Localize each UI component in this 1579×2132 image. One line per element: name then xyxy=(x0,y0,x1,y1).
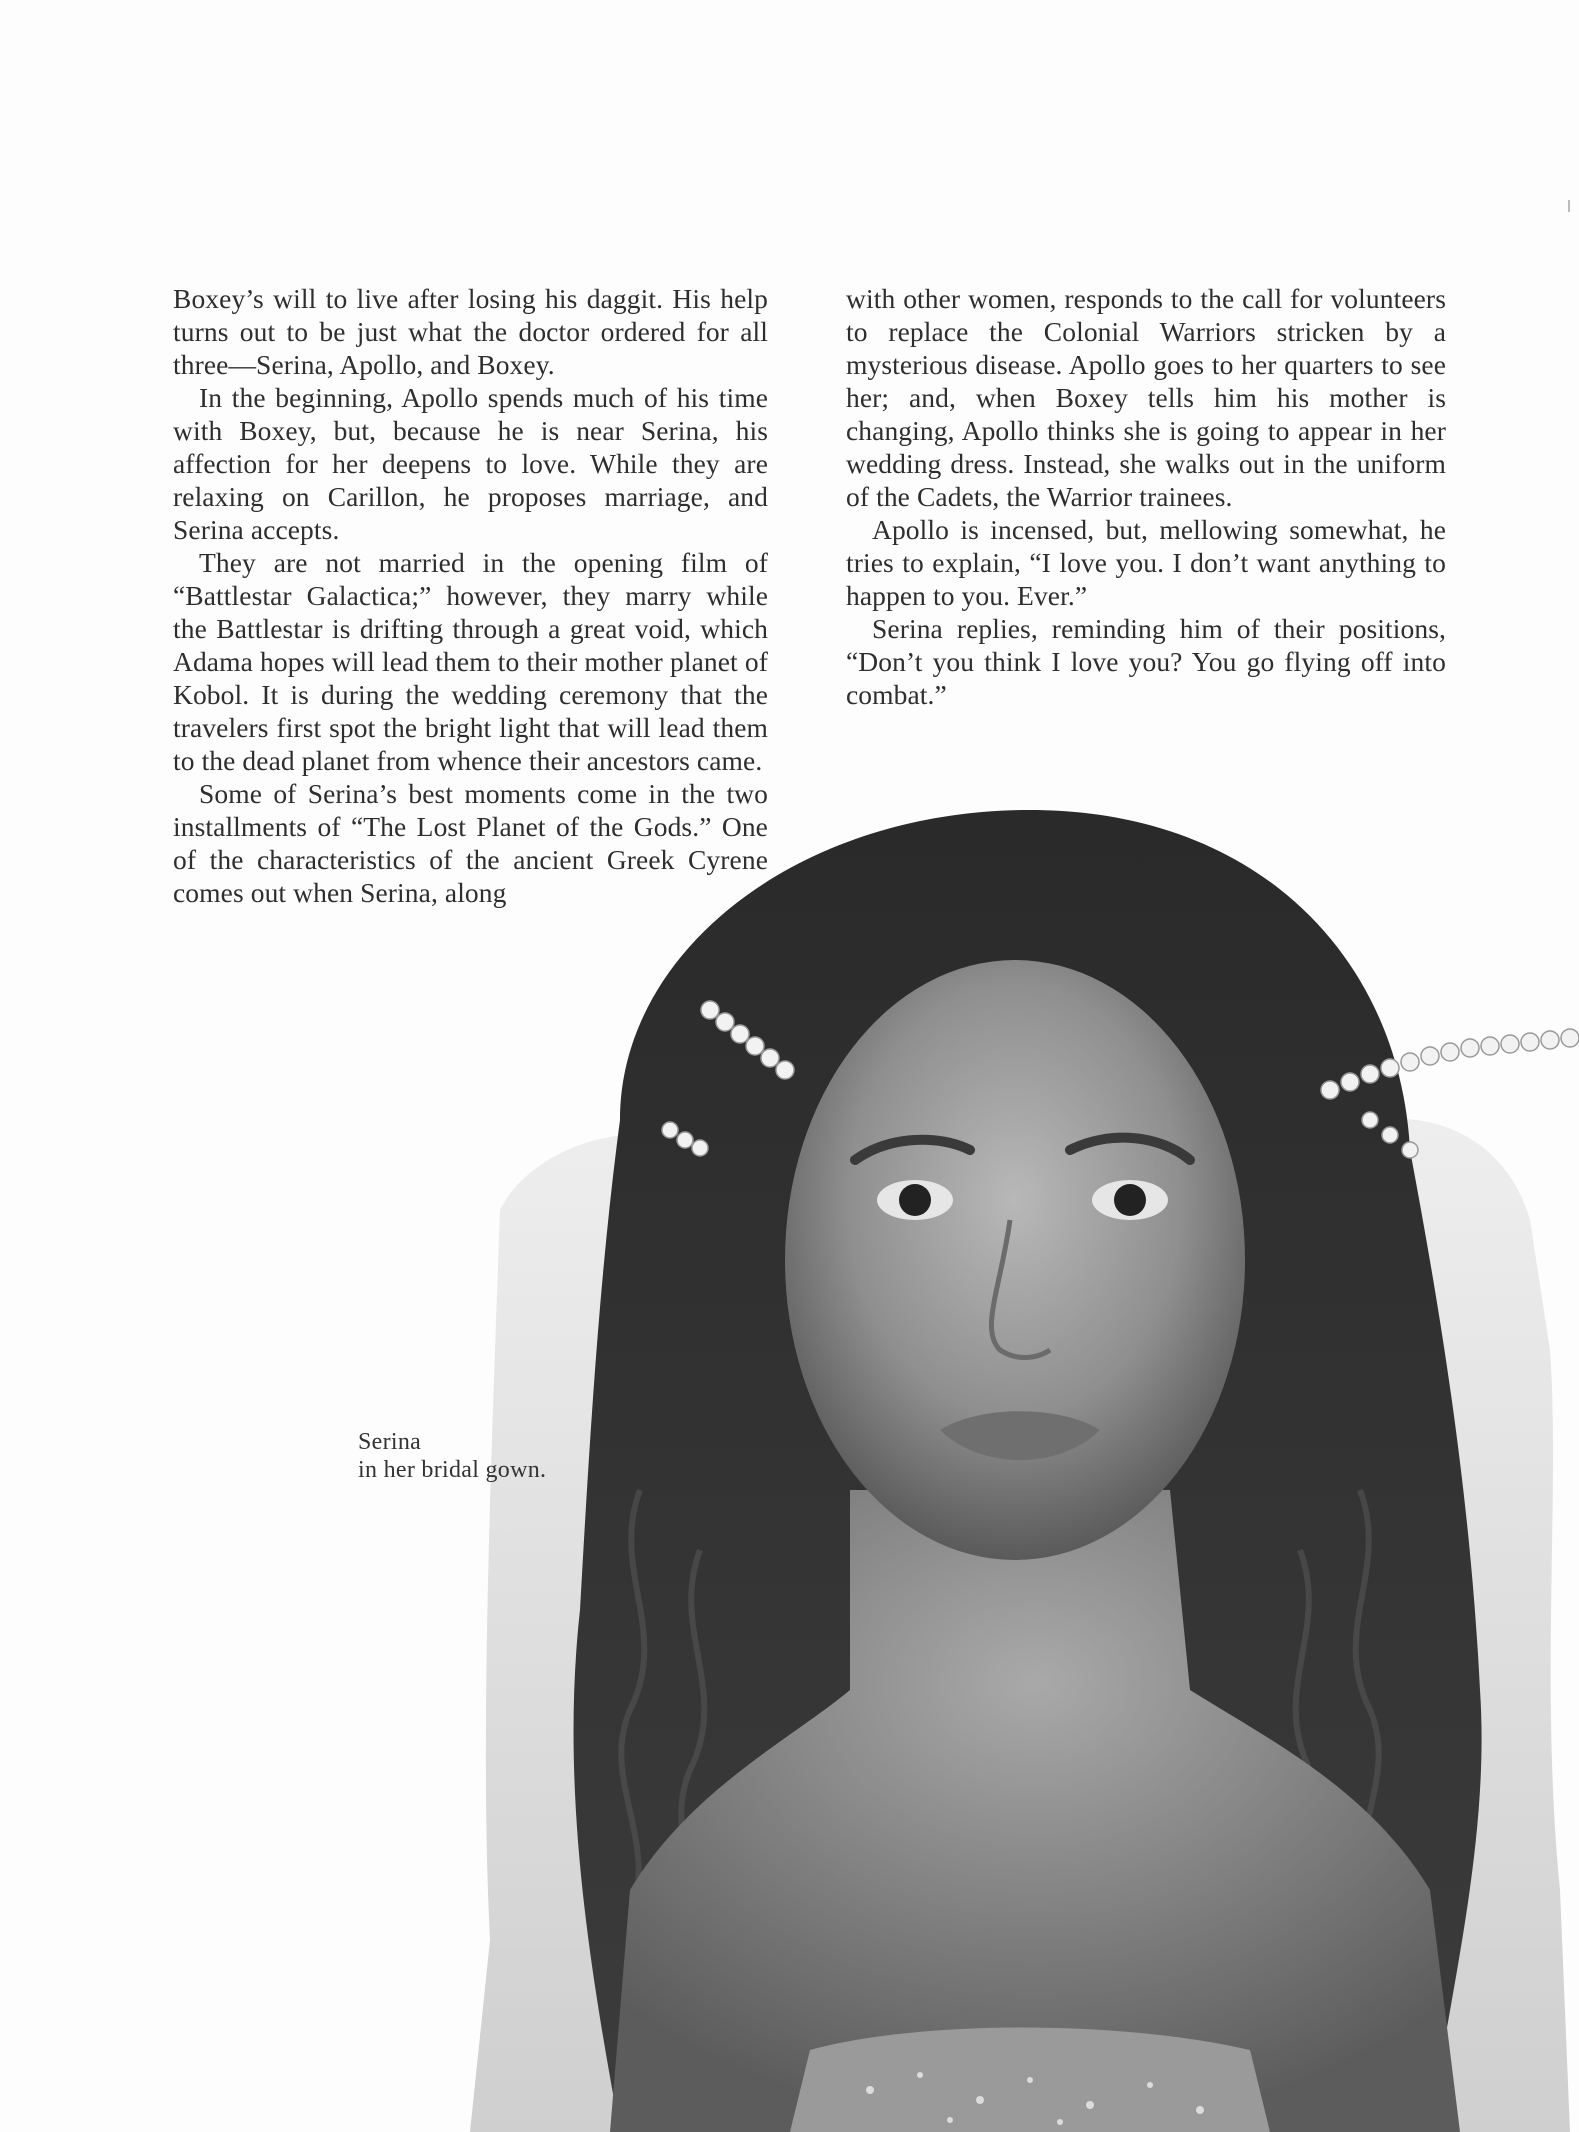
bridal-portrait-photo xyxy=(470,790,1579,2132)
right-text-column xyxy=(846,282,1446,711)
paragraph: Apollo is incensed, but, mellowing somewhat, he tries to explain, “I love you. I don’t want anything to happen to you. Ever.” xyxy=(846,514,1446,611)
paragraph: Some of Serina’s best moments come in the two installments of “The Lost Planet of the Gods.” One of the characteristics of the ancient Greek Cyrene comes out when Serina, along xyxy=(173,778,768,908)
caption-line: Serina xyxy=(358,1429,422,1455)
caption-line: in her bridal gown. xyxy=(358,1457,547,1483)
paragraph: They are not married in the opening film of “Battlestar Galactica;” however, they marry while the Battlestar is drifting through a great void, which Adama hopes will lead them to their mother planet of Kobol. It is during the wedding ceremony that the travelers first spot the bright light that will lead them to the dead planet from whence their ancestors came. xyxy=(173,547,768,776)
page-edge-mark xyxy=(1568,200,1570,212)
paragraph: Boxey’s will to live after losing his daggit. His help turns out to be just what the doctor ordered for all three—Serina, Apollo, and Boxey. xyxy=(173,283,768,380)
paragraph: with other women, responds to the call for volunteers to replace the Colonial Warriors stricken by a mysterious disease. Apollo goes to her quarters to see her; and, when Boxey tells him his mother is changing, Apollo thinks she is going to appear in her wedding dress. Instead, she walks out in the uniform of the Cadets, the Warrior trainees. xyxy=(846,283,1446,512)
photo-caption xyxy=(358,1428,546,1484)
paragraph: In the beginning, Apollo spends much of his time with Boxey, but, because he is near Serina, his affection for her deepens to love. While they are relaxing on Carillon, he proposes marriage, and Serina accepts. xyxy=(173,382,768,545)
paragraph: Serina replies, reminding him of their positions, “Don’t you think I love you? You go flying off into combat.” xyxy=(846,613,1446,710)
